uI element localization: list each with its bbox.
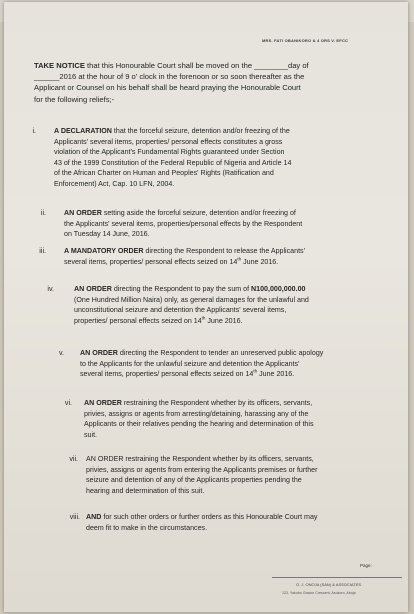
footer-divider bbox=[272, 577, 402, 578]
relief-lead: A DECLARATION bbox=[54, 127, 112, 135]
relief-lead: AND bbox=[86, 513, 102, 521]
relief-lead: A MANDATORY ORDER bbox=[64, 247, 144, 255]
relief-numeral: viii. bbox=[69, 513, 80, 521]
relief-lead: AN ORDER bbox=[80, 349, 118, 357]
relief-numeral: i. bbox=[32, 127, 36, 135]
relief-lead: AN ORDER bbox=[74, 285, 112, 293]
notice-line-3: Applicant or Counsel on his behalf shall be heard praying the Honourable Court bbox=[34, 83, 301, 93]
footer-address: 123, Yakubu Gowon Crescent, Asokoro, Abuja bbox=[282, 591, 356, 595]
relief-lead: AN ORDER bbox=[64, 209, 102, 217]
footer-firm-name: O. J. ONOJA (SAN) & ASSOCIATES bbox=[296, 582, 362, 587]
notice-line-1: TAKE NOTICE that this Honourable Court shall be moved on the ________day of bbox=[34, 61, 309, 70]
relief-numeral: iv. bbox=[47, 285, 54, 293]
relief-numeral: v. bbox=[59, 349, 64, 357]
relief-numeral: vi. bbox=[64, 399, 72, 407]
notice-line-2: ______2016 at the hour of 9 o' clock in the forenoon or so soon thereafter as the bbox=[34, 72, 305, 82]
relief-lead: AN ORDER bbox=[84, 399, 122, 407]
relief-numeral: iii. bbox=[39, 247, 46, 255]
page-label: Page: bbox=[360, 563, 372, 568]
relief-lead: AN ORDER bbox=[86, 455, 124, 463]
notice-line-4: for the following reliefs;- bbox=[34, 94, 115, 104]
notice-paragraph bbox=[34, 60, 390, 105]
relief-numeral: vii. bbox=[69, 455, 78, 463]
document-page: MRS. FATI OBANIKORO & 4 ORS V. EFCC TAKE NOTICE that this Honourable Court shall be moved on the ________day of ______2016 at the hour of 9 o' clock in the forenoon or so soon thereafter as the Applicant or Counsel on his behalf shall be heard praying the Honourable Court for the following reliefs;- i. A DECLARATION that the forceful seizure, detention and/or freezing of the Applicants' several items, properties/ personal effects constitutes a gross violation of the Applicant's Fundamental Rights guaranteed under Section 43 of the 1999 Constitution of the Federal Republic of Nigeria and Article 14 of the African Charter on Human and Peoples' Rights (Ratification and Enforcement) Act, Cap. 10 LFN, 2004. ii. AN ORDER setting aside the forceful seizure, detention and/or freezing of the Applicants' several items, properties/personal effects by the Respondent on Tuesday 14 June, 2016. iii. A MANDATORY ORDER directing the Respondent to release the Applicants' several items, properties/ personal effects seized on 14th June 2016. iv. AN ORDER directing the Respondent to pay the sum of N100,000,000.00 (One Hundred Million Naira) only, as general damages for the unlawful and unconstitutional seizure and detention the Applicants' several items, properties/ personal effects seized on 14th June 2016. v. AN ORDER directing the Respondent to tender an unreserved public apology to the Applicants for the unlawful seizure and detention the Applicants' several items, properties/ personal effects seized on 14th June 2016. vi. AN ORDER restraining the Respondent whether by its officers, servants, privies, assigns or agents from arresting/detaining, harassing any of the Applicants or their relatives pending the hearing and determination of this suit. vii. AN ORDER restraining the Respondent whether by its officers, servants, privies, assigns or agents from entering the Applicants premises or further seizure and detention of any of the Applicants properties pending the hearing and determination of this suit. viii. AND for such other orders or further orders as this Honourable Court may deem fit to make in the circumstances. Page: O. J. ONOJA (SAN) & ASSOCIATES 123, Yakubu Gowon Crescent, Asokoro, Abuja bbox=[4, 2, 408, 612]
case-title: MRS. FATI OBANIKORO & 4 ORS V. EFCC bbox=[262, 38, 349, 43]
damages-amount: N100,000,000.00 bbox=[251, 285, 306, 293]
relief-numeral: ii. bbox=[40, 209, 46, 217]
notice-lead: TAKE NOTICE bbox=[34, 61, 85, 70]
